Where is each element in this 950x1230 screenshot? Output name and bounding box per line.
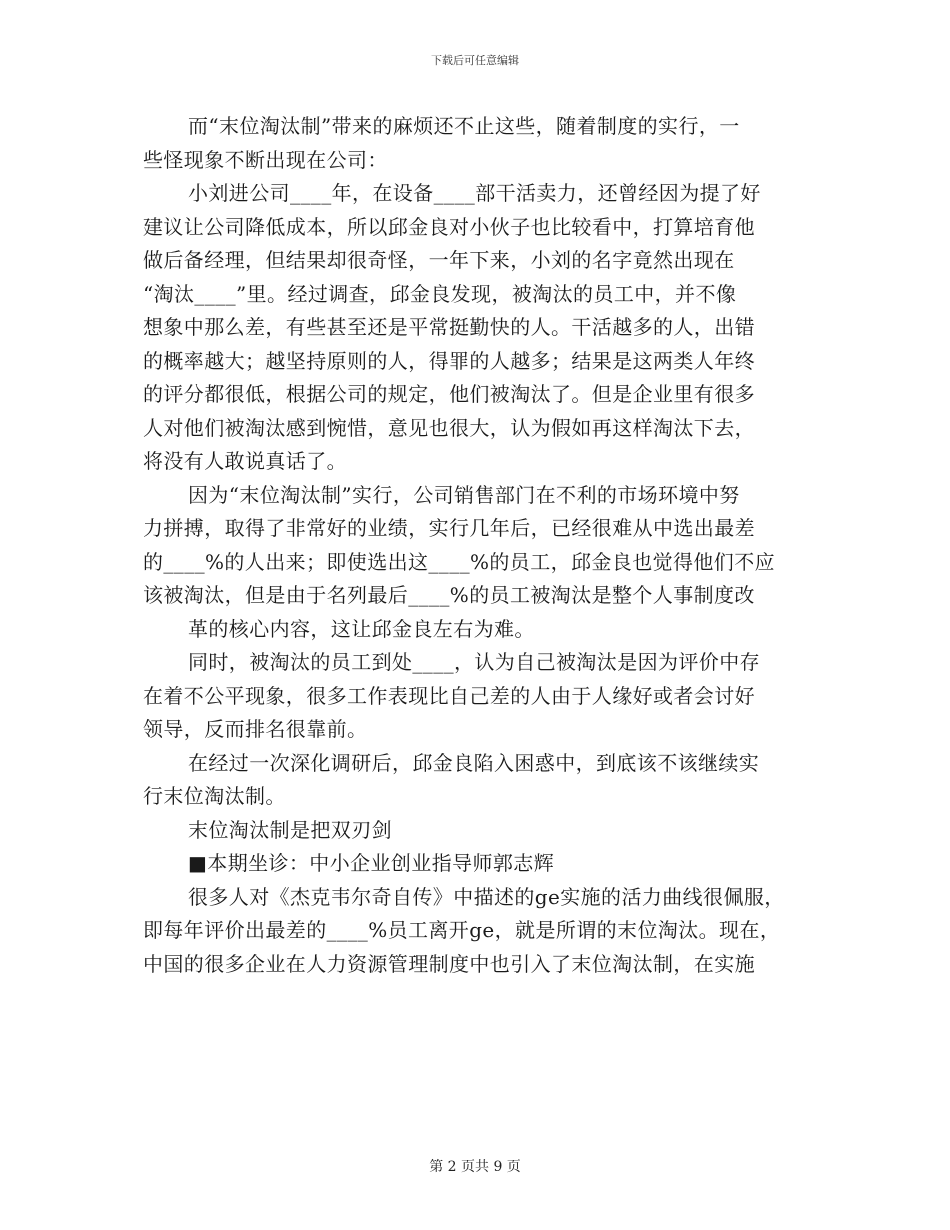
text-line: 将没有人敢说真话了。 [143, 449, 347, 473]
page-footer: 第 2 页共 9 页 [429, 1159, 521, 1175]
text-line: 的概率越大；越坚持原则的人，得罪的人越多；结果是这两类人年终 [143, 348, 755, 373]
text-line: 行末位淘汰制。 [143, 784, 286, 808]
text-line: 人对他们被淘汰感到惋惜，意见也很大，认为假如再这样淘汰下去， [143, 415, 755, 440]
text-line: 些怪现象不断出现在公司： [143, 147, 388, 172]
text-line: 革的核心内容，这让邱金良左右为难。 [188, 616, 535, 641]
text-line: 做后备经理，但结果却很奇怪，一年下来，小刘的名字竟然出现在 [143, 248, 735, 272]
text-line: 即每年评价出最差的____%员工离开ge，就是所谓的末位淘汰。现在， [143, 918, 781, 942]
text-line: 很多人对《杰克韦尔奇自传》中描述的ge实施的活力曲线很佩服， [188, 884, 785, 909]
text-line: 力拼搏，取得了非常好的业绩，实行几年后，已经很难从中选出最差 [143, 516, 755, 540]
text-line: “淘汰____”里。经过调查，邱金良发现，被淘汰的员工中，并不像 [143, 281, 737, 306]
text-line: 中国的很多企业在人力资源管理制度中也引入了末位淘汰制，在实施 [143, 951, 755, 976]
text-line: 末位淘汰制是把双刃剑 [188, 817, 392, 842]
text-line: 该被淘汰，但是由于名列最后____%的员工被淘汰是整个人事制度改 [143, 583, 755, 607]
text-line: 想象中那么差，有些甚至还是平常挺勤快的人。干活越多的人，出错 [143, 315, 755, 339]
text-line: 小刘进公司____年，在设备____部干活卖力，还曾经因为提了好 [188, 181, 761, 205]
text-line: 在着不公平现象，很多工作表现比自己差的人由于人缘好或者会讨好 [143, 683, 755, 708]
text-line: ■本期坐诊：中小企业创业指导师郭志辉 [188, 851, 555, 875]
text-line: 同时，被淘汰的员工到处____，认为自己被淘汰是因为评价中存 [188, 650, 760, 674]
text-line: 而“末位淘汰制”带来的麻烦还不止这些，随着制度的实行，一 [188, 114, 740, 138]
text-line: 在经过一次深化调研后，邱金良陷入困惑中，到底该不该继续实 [188, 750, 760, 775]
text-line: 建议让公司降低成本，所以邱金良对小伙子也比较看中，打算培育他 [143, 214, 755, 239]
page-header: 下载后可任意编辑 [431, 54, 519, 67]
text-line: 的____%的人出来；即使选出这____%的员工，邱金良也觉得他们不应 [143, 549, 776, 574]
text-line: 因为“末位淘汰制”实行，公司销售部门在不利的市场环境中努 [188, 482, 740, 507]
text-line: 领导，反而排名很靠前。 [143, 717, 368, 741]
document-body [143, 110, 813, 981]
text-line: 的评分都很低，根据公司的规定，他们被淘汰了。但是企业里有很多 [143, 382, 755, 406]
